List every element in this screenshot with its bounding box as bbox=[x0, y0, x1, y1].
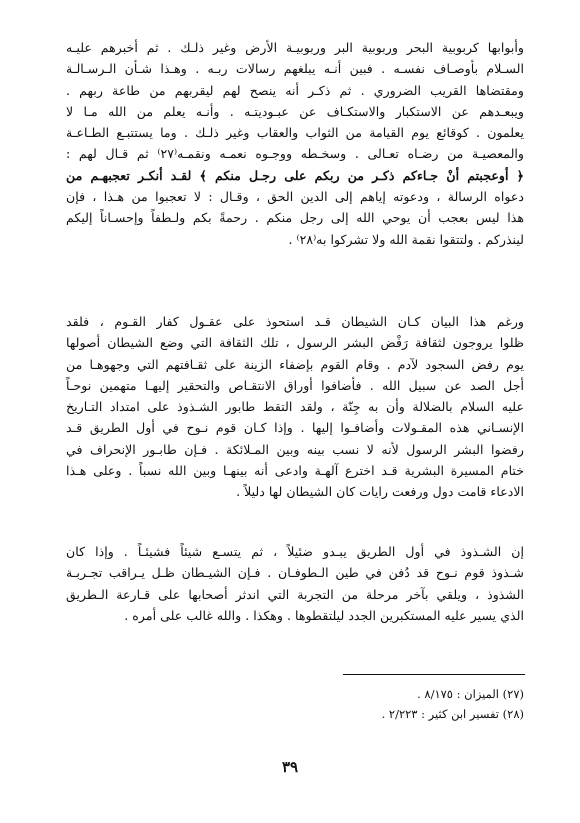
text-line: وأبوابها كربوبية البحر وربوبية البر وربوبيـة الأرض وغير ذلـك . ثم أخبرهم عليـه bbox=[66, 40, 524, 55]
paragraph-3 bbox=[66, 541, 524, 626]
text-line: الادعاء قامت دول ورفعت رايات كان الشيطان لها دليلاً . bbox=[236, 484, 524, 500]
text-line: ﴿ أوعجبتم أنْ جـاءكم ذكـر من ربكم على رجـل منكم ﴾ لقـد أنكـر تعجبهـم من bbox=[66, 167, 524, 183]
text-line: ومقتضاها القريب الضروري . ثم ذكـر أنه ينصح لهم ليقربهم من طاعة ربهم . bbox=[66, 82, 524, 98]
text-line: يعلمون . كوقائع يوم القيامة من الثواب والعقاب وغير ذلـك . وما يستتبـع الطـاعـة bbox=[66, 125, 524, 141]
text-line: الإنسـاني هذه المقـولات وأضافـوا إليها . وإذا كـان قوم نـوح في أول الطريق قـد bbox=[66, 420, 524, 436]
paragraph-1 bbox=[66, 37, 524, 250]
text-line: الذي يسير عليه المستكبرين الجدد ليلتقطوها . وهكذا . والله غالب على أمره . bbox=[124, 607, 524, 623]
text-line: والمعصيـة من رضـاه تعـالى . وسخـطه ووجـوه نعمـه ونقمـه⁽٢٧⁾ ثم قـال لهم : bbox=[66, 146, 524, 162]
text-line: دعواه الرسالة ، ودعوته إياهم إلى الدين الحق ، وقـال : لا تعجبوا من هـذا ، فإن bbox=[66, 189, 524, 205]
text-line: عليه السلام بالضلالة وأن به جِنّة ، ولقد التقط طابور الشـذوذ على امتداد التـاريخ bbox=[66, 399, 524, 415]
text-line: ورغم هذا البيان كـان الشيطان قـد استحوذ على عقـول كفار القـوم ، فلقد bbox=[66, 314, 524, 329]
page-number: ٣٩ bbox=[281, 758, 299, 776]
footnote-separator bbox=[343, 674, 525, 675]
text-line: شـذوذ قوم نـوح قد دُفن في طين الـطوفـان . فـإن الشيـطان ظـل يـراقب تجـربـة bbox=[66, 565, 524, 581]
text-line: أجل الصد عن سبيل الله . فأضافوا أوراق الانتقـاص والتحقير إليهـا متهمين نوحـاً bbox=[66, 377, 524, 393]
text-line: ويبعـدهم عن الاستكبار والاستكـاف عن عبـوديتـه . وأنـه يعلم من الله مـا لا bbox=[66, 103, 524, 119]
footnote-28: (٢٨) تفسير ابن كثير : ٢/٢٢٣ . bbox=[381, 707, 524, 721]
text-line: لينذركم . ولتتقوا نقمة الله ولا تشركوا به⁽٢٨⁾ . bbox=[288, 231, 524, 247]
footnotes bbox=[66, 684, 524, 724]
text-line: إن الشـذوذ في أول الطريق يبـدو ضئيلاً ، ثم يتسـع شيئاً فشيئـاً . وإذا كان bbox=[66, 544, 524, 559]
text-line: الشذوذ ، ويلقي بآخر مرحلة من التجربة التي اندثر أصحابها على قـارعة الـطريق bbox=[66, 586, 524, 602]
footnote-27: (٢٧) الميزان : ٨/١٧٥ . bbox=[417, 687, 524, 701]
text-line: ظلوا يروجون لثقافة رَفْض البشر الرسول ، تلك الثقافة التي وضع الشيطان أصولها bbox=[66, 335, 524, 351]
text-line: السـلام بأوصـاف نفسـه . فبين أنـه يبلغهم رسالات ربـه . وهـذا شـأن الـرسـالـة bbox=[66, 61, 524, 77]
text-line: هذا ليس بعجب أن يوحي الله إلى رجل منكم . رحمةً بكم ولـطفاً وإحسـاناً إليكم bbox=[66, 210, 524, 226]
paragraph-2 bbox=[66, 311, 524, 503]
text-line: يوم رفض السجود لآدم . وقام القوم بإضفاء الزينة على ثقـافتهم التي وجهوهـا من bbox=[66, 356, 524, 372]
text-line: ختام المسيرة البشرية قـد اخترع آلهـة وادعى أنه بينهـا وبين الله نسباً . وعلى هـذا bbox=[66, 463, 524, 479]
text-line: رفضوا البشر الرسول لأنه لا نسب بينه وبين المـلائكة . فـإن طابـور الإنحراف في bbox=[66, 441, 524, 457]
